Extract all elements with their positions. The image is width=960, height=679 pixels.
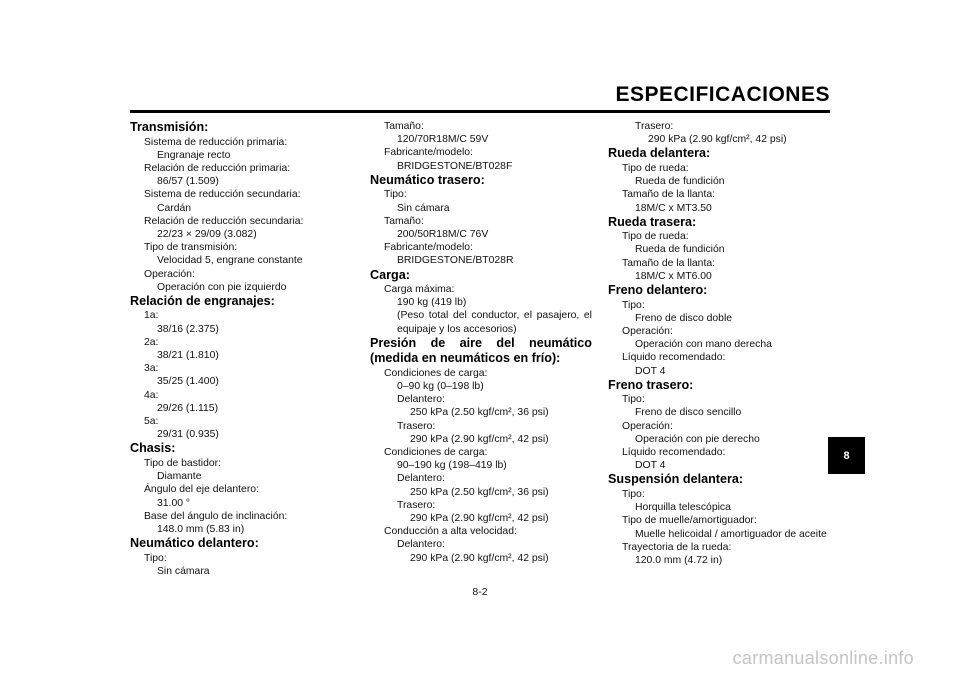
spec-line: Tipo de bastidor: — [144, 457, 222, 469]
spec-line: 200/50R18M/C 76V — [397, 228, 489, 240]
spec-line: 38/21 (1.810) — [157, 350, 219, 362]
spec-line: Carga máxima: — [384, 284, 455, 296]
spec-line: 0–90 kg (0–198 lb) — [397, 381, 484, 393]
spec-line: Tipo: — [622, 394, 645, 406]
spec-line: 38/16 (2.375) — [157, 323, 219, 335]
spec-line: Trasero: — [397, 420, 436, 432]
section-heading: Freno trasero: — [608, 377, 694, 392]
section-heading: Neumático delantero: — [130, 536, 259, 551]
page-title: ESPECIFICACIONES — [615, 83, 830, 106]
spec-line: Tamaño: — [384, 215, 424, 227]
spec-line: 86/57 (1.509) — [157, 176, 219, 188]
spec-line: Delantero: — [397, 473, 445, 485]
spec-line: Delantero: — [397, 394, 445, 406]
spec-line: 290 kPa (2.90 kgf/cm², 42 psi) — [410, 552, 549, 564]
spec-line: Horquilla telescópica — [635, 502, 731, 514]
spec-line: Tamaño de la llanta: — [622, 257, 715, 269]
watermark: carmanualsonline.info — [732, 648, 914, 668]
section-heading: Rueda delantera: — [608, 146, 711, 161]
spec-line: Condiciones de carga: — [384, 447, 488, 459]
spec-column-2 — [370, 120, 592, 565]
spec-line: Operación: — [622, 325, 673, 337]
spec-line: Operación: — [622, 420, 673, 432]
spec-line: Rueda de fundición — [635, 244, 725, 256]
spec-line: 250 kPa (2.50 kgf/cm², 36 psi) — [410, 407, 549, 419]
spec-line: Operación con mano derecha — [635, 339, 772, 351]
section-heading: Presión de aire del neumático (medida en neumáticos en frío): — [370, 335, 592, 366]
spec-line: Rueda de fundición — [635, 176, 725, 188]
spec-line: Sin cámara — [397, 202, 450, 214]
spec-line: Sin cámara — [157, 565, 210, 577]
spec-line: Conducción a alta velocidad: — [384, 526, 517, 538]
spec-line: 3a: — [144, 363, 159, 375]
spec-line: Tipo: — [622, 488, 645, 500]
spec-line: Freno de disco sencillo — [635, 407, 742, 419]
spec-line: Líquido recomendado: — [622, 447, 726, 459]
spec-line: 148.0 mm (5.83 in) — [157, 523, 245, 535]
spec-line: Tamaño de la llanta: — [622, 189, 715, 201]
section-heading: Suspensión delantera: — [608, 472, 744, 487]
spec-line: Trasero: — [397, 499, 436, 511]
spec-line: Fabricante/modelo: — [384, 147, 473, 159]
spec-line: Líquido recomendado: — [622, 352, 726, 364]
spec-line: 2a: — [144, 336, 159, 348]
spec-line: 290 kPa (2.90 kgf/cm², 42 psi) — [410, 433, 549, 445]
spec-column-3 — [608, 120, 830, 567]
section-heading: Neumático trasero: — [370, 172, 485, 187]
spec-line: Tipo de rueda: — [622, 231, 689, 243]
spec-line: Tipo: — [622, 299, 645, 311]
spec-line: 18M/C x MT6.00 — [635, 270, 712, 282]
section-heading: Relación de engranajes: — [130, 293, 275, 308]
section-heading: Carga: — [370, 267, 410, 282]
header-rule — [130, 110, 830, 113]
spec-line: Relación de reducción secundaria: — [144, 215, 304, 227]
spec-line: 29/26 (1.115) — [157, 402, 219, 414]
spec-line: Cardán — [157, 202, 192, 214]
spec-line: (Peso total del conductor, el pasajero, el equipaje y los accesorios) — [397, 310, 592, 335]
spec-line: Muelle helicoidal / amortiguador de aceite — [635, 528, 827, 540]
spec-line: 29/31 (0.935) — [157, 429, 219, 441]
spec-line: Diamante — [157, 471, 202, 483]
section-heading: Transmisión: — [130, 120, 209, 134]
spec-line: Trayectoria de la rueda: — [622, 541, 732, 553]
spec-line: Tipo: — [144, 552, 167, 564]
spec-line: Operación: — [144, 268, 195, 280]
spec-line: 22/23 × 29/09 (3.082) — [157, 228, 257, 240]
spec-line: 31.00 ° — [157, 497, 191, 509]
spec-line: Tipo de rueda: — [622, 162, 689, 174]
spec-line: Tipo: — [384, 189, 407, 201]
spec-line: 35/25 (1.400) — [157, 376, 219, 388]
spec-line: Ángulo del eje delantero: — [144, 484, 259, 496]
page-number: 8-2 — [472, 586, 488, 598]
spec-line: Base del ángulo de inclinación: — [144, 510, 288, 522]
spec-line: 290 kPa (2.90 kgf/cm², 42 psi) — [410, 513, 549, 525]
spec-line: Engranaje recto — [157, 149, 231, 161]
spec-line: Freno de disco doble — [635, 312, 733, 324]
spec-line: DOT 4 — [635, 460, 666, 472]
spec-line: 290 kPa (2.90 kgf/cm², 42 psi) — [648, 134, 787, 146]
spec-line: Tipo de muelle/amortiguador: — [622, 515, 757, 527]
spec-line: Sistema de reducción primaria: — [144, 136, 288, 148]
spec-line: BRIDGESTONE/BT028F — [397, 160, 513, 172]
spec-line: Trasero: — [635, 121, 674, 132]
spec-line: Relación de reducción primaria: — [144, 162, 291, 174]
spec-line: 190 kg (419 lb) — [397, 297, 467, 309]
spec-line: Fabricante/modelo: — [384, 242, 473, 254]
spec-line: Tamaño: — [384, 121, 424, 132]
spec-line: Operación con pie derecho — [635, 433, 760, 445]
spec-column-1 — [130, 120, 345, 578]
spec-line: DOT 4 — [635, 365, 666, 377]
chapter-tab[interactable]: 8 — [828, 437, 865, 474]
spec-line: 90–190 kg (198–419 lb) — [397, 460, 507, 472]
spec-line: Velocidad 5, engrane constante — [157, 255, 303, 267]
spec-line: 5a: — [144, 416, 159, 428]
spec-line: 120/70R18M/C 59V — [397, 134, 489, 146]
spec-line: Tipo de transmisión: — [144, 242, 238, 254]
section-heading: Chasis: — [130, 441, 176, 456]
spec-line: Sistema de reducción secundaria: — [144, 189, 301, 201]
spec-line: Delantero: — [397, 539, 445, 551]
spec-line: 4a: — [144, 389, 159, 401]
spec-line: 250 kPa (2.50 kgf/cm², 36 psi) — [410, 486, 549, 498]
spec-line: 18M/C x MT3.50 — [635, 202, 712, 214]
spec-line: BRIDGESTONE/BT028R — [397, 255, 514, 267]
spec-line: Operación con pie izquierdo — [157, 281, 287, 293]
spec-line: Condiciones de carga: — [384, 367, 488, 379]
section-heading: Freno delantero: — [608, 283, 708, 298]
spec-line: 120.0 mm (4.72 in) — [635, 554, 723, 566]
spec-line: 1a: — [144, 310, 159, 322]
section-heading: Rueda trasera: — [608, 214, 697, 229]
